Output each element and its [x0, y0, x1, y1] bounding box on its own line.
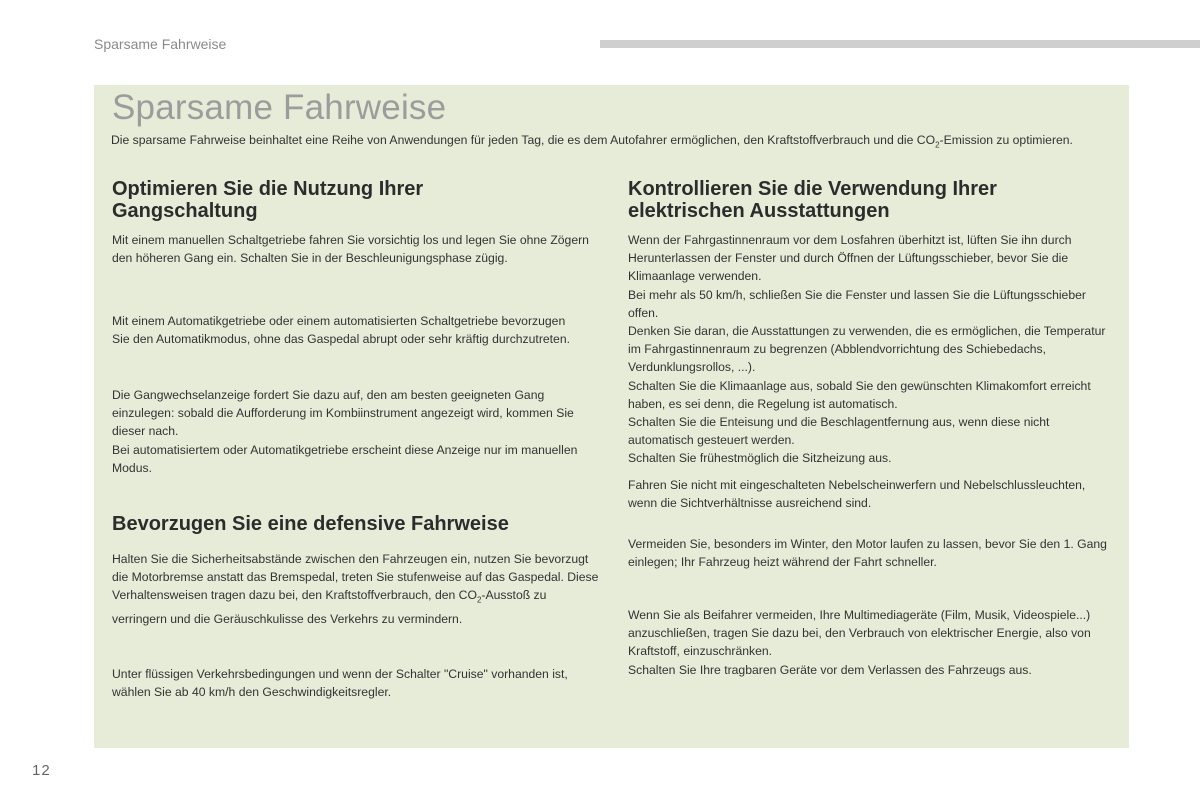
safety-distance-text-end: -Ausstoß zu verringern und die Geräuschkulisse des Verkehrs zu vermindern. — [112, 588, 547, 627]
heading-gear-shift-line2: Gangschaltung — [112, 200, 258, 222]
gear-indicator-automatic-note: Bei automatisiertem oder Automatikgetriebe erscheint diese Anzeige nur im manuellen Modus. — [112, 442, 578, 475]
ventilation-line-speed: Bei mehr als 50 km/h, schließen Sie die Fenster und lassen Sie die Lüftungsschieber offen. — [628, 287, 1086, 320]
heading-electrical-line1: Kontrollieren Sie die Verwendung Ihrer — [628, 178, 997, 200]
multimedia-text: Wenn Sie als Beifahrer vermeiden, Ihre Multimediageräte (Film, Musik, Videospiele...) anzuschließen, tragen Sie dazu bei, den Verbrauch von elektrischer Energie, also von Kraftstoff, einzuschränken. — [628, 608, 1091, 659]
heading-gear-shift-line1: Optimieren Sie die Nutzung Ihrer — [112, 178, 424, 200]
heading-defensive-driving: Bevorzugen Sie eine defensive Fahrweise — [112, 513, 509, 535]
intro-text-start: Die sparsame Fahrweise beinhaltet eine Reihe von Anwendungen für jeden Tag, die es dem Autofahrer ermöglichen, den Kraftstoffverbrauch und die CO — [111, 133, 936, 147]
safety-distance-subscript: 2 — [476, 595, 482, 605]
ventilation-line-overheat: Wenn der Fahrgastinnenraum vor dem Losfahren überhitzt ist, lüften Sie ihn durch Herunterlassen der Fenster und durch Öffnen der Lüftungsschieber, bevor Sie die Klimaanlage verwenden. — [628, 233, 1072, 284]
heading-electrical-equipment — [628, 178, 1118, 222]
paragraph-safety-distance — [112, 550, 602, 628]
intro-text-end: -Emission zu optimieren. — [939, 133, 1073, 147]
paragraph-fog-lights: Fahren Sie nicht mit eingeschalteten Nebelscheinwerfern und Nebelschlussleuchten, wenn die Sichtverhältnisse ausreichend sind. — [628, 478, 1086, 511]
heading-gear-shift — [112, 178, 592, 222]
ventilation-line-aircon: Schalten Sie die Klimaanlage aus, sobald Sie den gewünschten Klimakomfort erreicht haben, es sei denn, die Regelung ist automatisch. — [628, 378, 1091, 411]
paragraph-gear-indicator — [112, 386, 604, 477]
ventilation-line-sunblind: Denken Sie daran, die Ausstattungen zu verwenden, die es ermöglichen, die Temperatur im Fahrgastinnenraum zu begrenzen (Abblendvorrichtung des Schiebedachs, Verdunklungsrollos, ...). — [628, 324, 1106, 375]
page-number: 12 — [32, 762, 51, 779]
safety-distance-text-start: Halten Sie die Sicherheitsabstände zwischen den Fahrzeugen ein, nutzen Sie bevorzugt die Motorbremse anstatt das Bremspedal, treten Sie stufenweise auf das Gaspedal. Diese Verhaltensweisen tragen dazu bei, den Kraftstoffverbrauch, den CO — [112, 552, 599, 603]
intro-subscript: 2 — [935, 140, 940, 150]
paragraph-ventilation — [628, 231, 1112, 468]
header-bar — [600, 40, 1200, 48]
ventilation-line-seat-heating: Schalten Sie frühestmöglich die Sitzheizung aus. — [628, 451, 892, 466]
page-title: Sparsame Fahrweise — [112, 88, 447, 127]
paragraph-cruise-control: Unter flüssigen Verkehrsbedingungen und wenn der Schalter "Cruise" vorhanden ist, wählen Sie ab 40 km/h den Geschwindigkeitsregler. — [112, 667, 568, 700]
multimedia-portable-devices: Schalten Sie Ihre tragbaren Geräte vor dem Verlassen des Fahrzeugs aus. — [628, 662, 1032, 677]
intro-paragraph — [111, 131, 1121, 154]
paragraph-manual-gearbox: Mit einem manuellen Schaltgetriebe fahren Sie vorsichtig los und legen Sie ohne Zögern den höheren Gang ein. Schalten Sie in der Beschleunigungsphase zügig. — [112, 233, 589, 266]
paragraph-engine-idle: Vermeiden Sie, besonders im Winter, den Motor laufen zu lassen, bevor Sie den 1. Gang einlegen; Ihr Fahrzeug heizt während der Fahrt schneller. — [628, 537, 1107, 570]
gear-indicator-text: Die Gangwechselanzeige fordert Sie dazu auf, den am besten geeigneten Gang einzulegen: sobald die Aufforderung im Kombiinstrument angezeigt wird, kommen Sie dieser nach. — [112, 388, 574, 439]
paragraph-multimedia — [628, 606, 1112, 679]
running-header: Sparsame Fahrweise — [94, 36, 227, 52]
paragraph-automatic-gearbox: Mit einem Automatikgetriebe oder einem automatisierten Schaltgetriebe bevorzugen Sie den Automatikmodus, ohne das Gaspedal abrupt oder sehr kräftig durchzutreten. — [112, 314, 570, 347]
heading-electrical-line2: elektrischen Ausstattungen — [628, 200, 890, 222]
ventilation-line-demist: Schalten Sie die Enteisung und die Beschlagentfernung aus, wenn diese nicht automatisch gesteuert werden. — [628, 415, 1050, 448]
